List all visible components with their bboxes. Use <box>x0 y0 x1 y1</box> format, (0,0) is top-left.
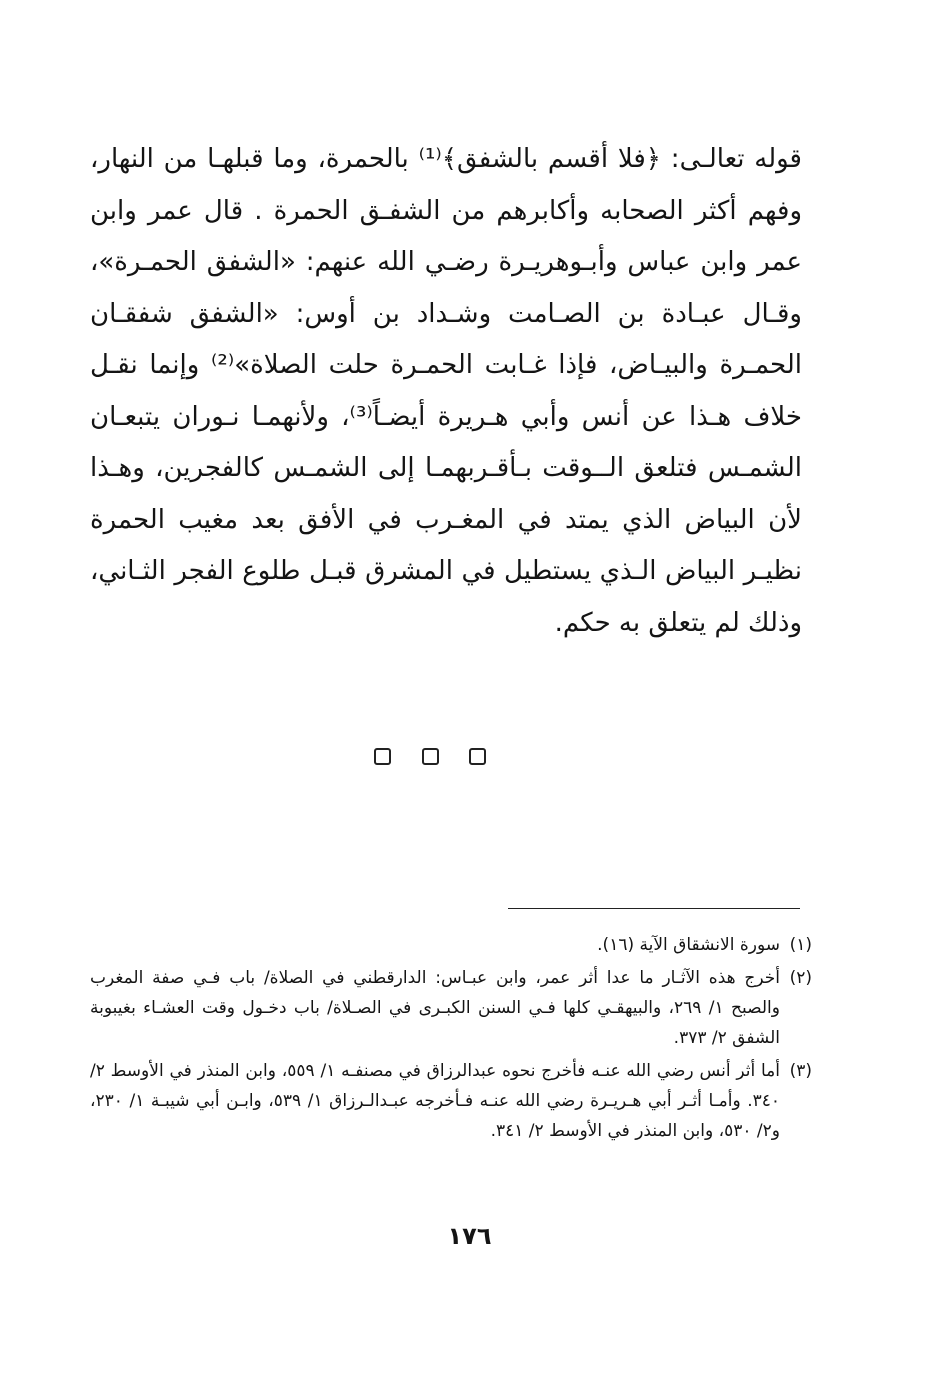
footnote-text: سورة الانشقاق الآية (١٦). <box>597 935 780 955</box>
footnotes <box>90 930 812 1149</box>
footnote-text: أما أثر أنس رضي الله عنـه فأخرج نحوه عبدالرزاق في مصنفـه ١/ ٥٥٩، وابن المنذر في الأوسط ٢/ ٣٤٠. وأمـا أثـر أبي هـريـرة رضي الله عنـه فـأخرجه عبـدالـرزاق ١/ ٥٣٩، وابـن أبي شيبـة ١/ ٢٣٠، و٢/ ٥٣٠، وابن المنذر في الأوسط ٢/ ٣٤١. <box>90 1061 780 1141</box>
section-separator <box>374 744 486 768</box>
square-ornament-icon <box>374 748 391 765</box>
footnote-text: أخرج هذه الآثـار ما عدا أثر عمر، وابن عبـاس: الدارقطني في الصلاة/ باب فـي صفة المغرب والصبح ١/ ٢٦٩، والبيهقـي كلها فـي السنن الكبـرى في الصـلاة/ باب دخـول وقت العشـاء بغيبوبة الشفق ٢/ ٣٧٣. <box>90 968 780 1048</box>
square-ornament-icon <box>422 748 439 765</box>
footnote-number: (٣) <box>789 1061 812 1081</box>
footnote-3 <box>90 1056 812 1146</box>
square-ornament-icon <box>469 748 486 765</box>
footnote-divider <box>508 908 800 909</box>
footnote-number: (٢) <box>789 968 812 988</box>
footnote-2 <box>90 963 812 1053</box>
main-text <box>90 134 802 649</box>
footnote-number: (١) <box>789 935 812 955</box>
footnote-1 <box>90 930 812 960</box>
page-number: ١٧٦ <box>447 1222 492 1250</box>
body-paragraph: قوله تعالـى: ﴿فلا أقسم بالشفق﴾⁽¹⁾ بالحمرة، وما قبلهـا من النهار، وفهم أكثر الصحابه وأكابرهم من الشفـق الحمرة . قال عمر وابن عمر وابن عباس وأبـوهريـرة رضـي الله عنهم: «الشفق الحمـرة»، وقـال عبـادة بن الصـامت وشـداد بن أوس: «الشفق شفقـان الحمـرة والبيـاض، فإذا غـابت الحمـرة حلت الصلاة»⁽²⁾ وإنما نقـل خلاف هـذا عن أنس وأبي هـريرة أيضـاً⁽³⁾، ولأنهمـا نـوران يتبعـان الشمـس فتلعق الــوقت بـأقـربهمـا إلى الشمـس كالفجرين، وهـذا لأن البياض الذي يمتد في المغـرب في الأفق بعد مغيب الحمرة نظيـر البياض الـذي يستطيل في المشرق قبـل طلوع الفجر الثـاني، وذلك لم يتعلق به حكم. <box>90 144 802 638</box>
